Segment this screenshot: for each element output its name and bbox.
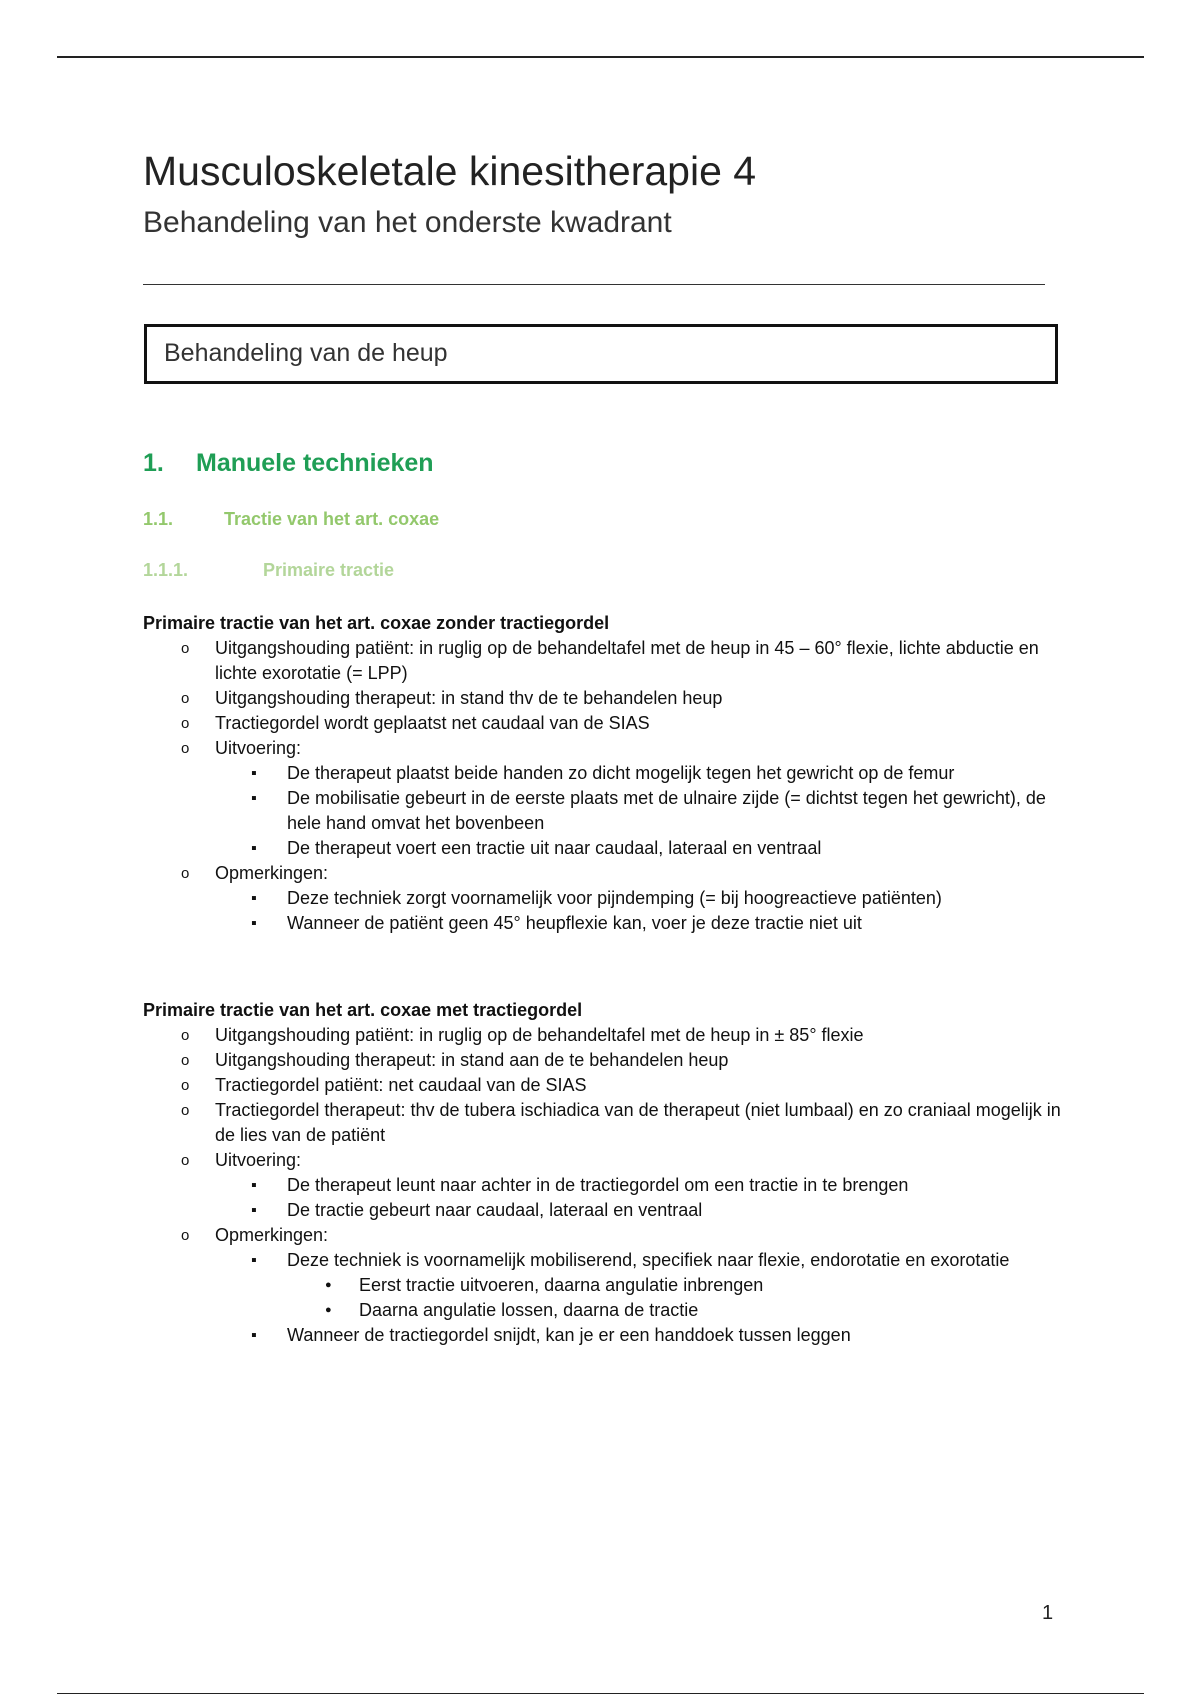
sub-sub-list-item: ● Eerst tractie uitvoeren, daarna angulatie inbrengen [287,1273,1063,1298]
block-zonder-tractiegordel [143,611,1063,936]
heading-2 [143,509,439,530]
list-item [143,736,1063,861]
document-subtitle: Behandeling van het onderste kwadrant [143,206,672,239]
sub-list [215,1173,1063,1223]
sub-list-item: ▪ Deze techniek zorgt voornamelijk voor pijndemping (= bij hoogreactieve patiënten) [215,886,1063,911]
heading-1-text: Manuele technieken [196,449,434,477]
list-item [143,1148,1063,1223]
list-item: o Tractiegordel wordt geplaatst net caudaal van de SIAS [143,711,1063,736]
block-title: Primaire tractie van het art. coxae zonder tractiegordel [143,613,610,633]
list-item: o Uitgangshouding patiënt: in ruglig op de behandeltafel met de heup in 45 – 60° flexie, lichte abductie en lichte exorotatie (= LPP) [143,636,1063,686]
bullet-list [143,1023,1063,1348]
list-item: o Uitgangshouding therapeut: in stand thv de te behandelen heup [143,686,1063,711]
list-item: o Uitgangshouding patiënt: in ruglig op de behandeltafel met de heup in ± 85° flexie [143,1023,1063,1048]
sub-list-item: ▪ Wanneer de patiënt geen 45° heupflexie kan, voer je deze tractie niet uit [215,911,1063,936]
title-underline [143,284,1045,285]
footer-rule [57,1693,1144,1694]
sub-list [215,1248,1063,1348]
block-met-tractiegordel [143,998,1063,1348]
list-item: o Uitgangshouding therapeut: in stand aan de te behandelen heup [143,1048,1063,1073]
sub-list [215,761,1063,861]
sub-list [215,886,1063,936]
list-item-label: Uitvoering: [215,738,302,758]
document-title: Musculoskeletale kinesitherapie 4 [143,148,757,194]
section-box: Behandeling van de heup [144,324,1058,384]
list-item-label: Opmerkingen: [215,1225,329,1245]
list-item-label: Opmerkingen: [215,863,329,883]
heading-3-number: 1.1.1. [143,560,189,580]
list-item: o Tractiegordel therapeut: thv de tubera ischiadica van de therapeut (niet lumbaal) en zo craniaal mogelijk in de lies van de patiënt [143,1098,1063,1148]
sub-list-item: ▪ De mobilisatie gebeurt in de eerste plaats met de ulnaire zijde (= dichtst tegen het gewricht), de hele hand omvat het bovenbeen [215,786,1063,836]
sub-list-item: ▪ Wanneer de tractiegordel snijdt, kan je er een handdoek tussen leggen [215,1323,1063,1348]
block-title: Primaire tractie van het art. coxae met tractiegordel [143,1000,583,1020]
sub-sub-list-item: ● Daarna angulatie lossen, daarna de tractie [287,1298,1063,1323]
heading-2-number: 1.1. [143,509,174,529]
list-item: o Tractiegordel patiënt: net caudaal van de SIAS [143,1073,1063,1098]
sub-list-item [215,1248,1063,1323]
list-item [143,861,1063,936]
sub-list-item: ▪ De therapeut voert een tractie uit naar caudaal, lateraal en ventraal [215,836,1063,861]
heading-1-number: 1. [143,449,164,477]
sub-list-item-text: Deze techniek is voornamelijk mobiliserend, specifiek naar flexie, endorotatie en exorotatie [287,1250,1010,1270]
sub-list-item: ▪ De therapeut leunt naar achter in de tractiegordel om een tractie in te brengen [215,1173,1063,1198]
page-number: 1 [1042,1602,1054,1624]
heading-1 [143,449,434,478]
header-rule [57,56,1144,58]
list-item-label: Uitvoering: [215,1150,302,1170]
list-item [143,1223,1063,1348]
sub-sub-list [287,1273,1063,1323]
sub-list-item: ▪ De tractie gebeurt naar caudaal, lateraal en ventraal [215,1198,1063,1223]
heading-2-text: Tractie van het art. coxae [224,509,440,529]
sub-list-item: ▪ De therapeut plaatst beide handen zo dicht mogelijk tegen het gewricht op de femur [215,761,1063,786]
heading-3-text: Primaire tractie [263,560,395,580]
heading-3 [143,560,394,581]
bullet-list [143,636,1063,936]
